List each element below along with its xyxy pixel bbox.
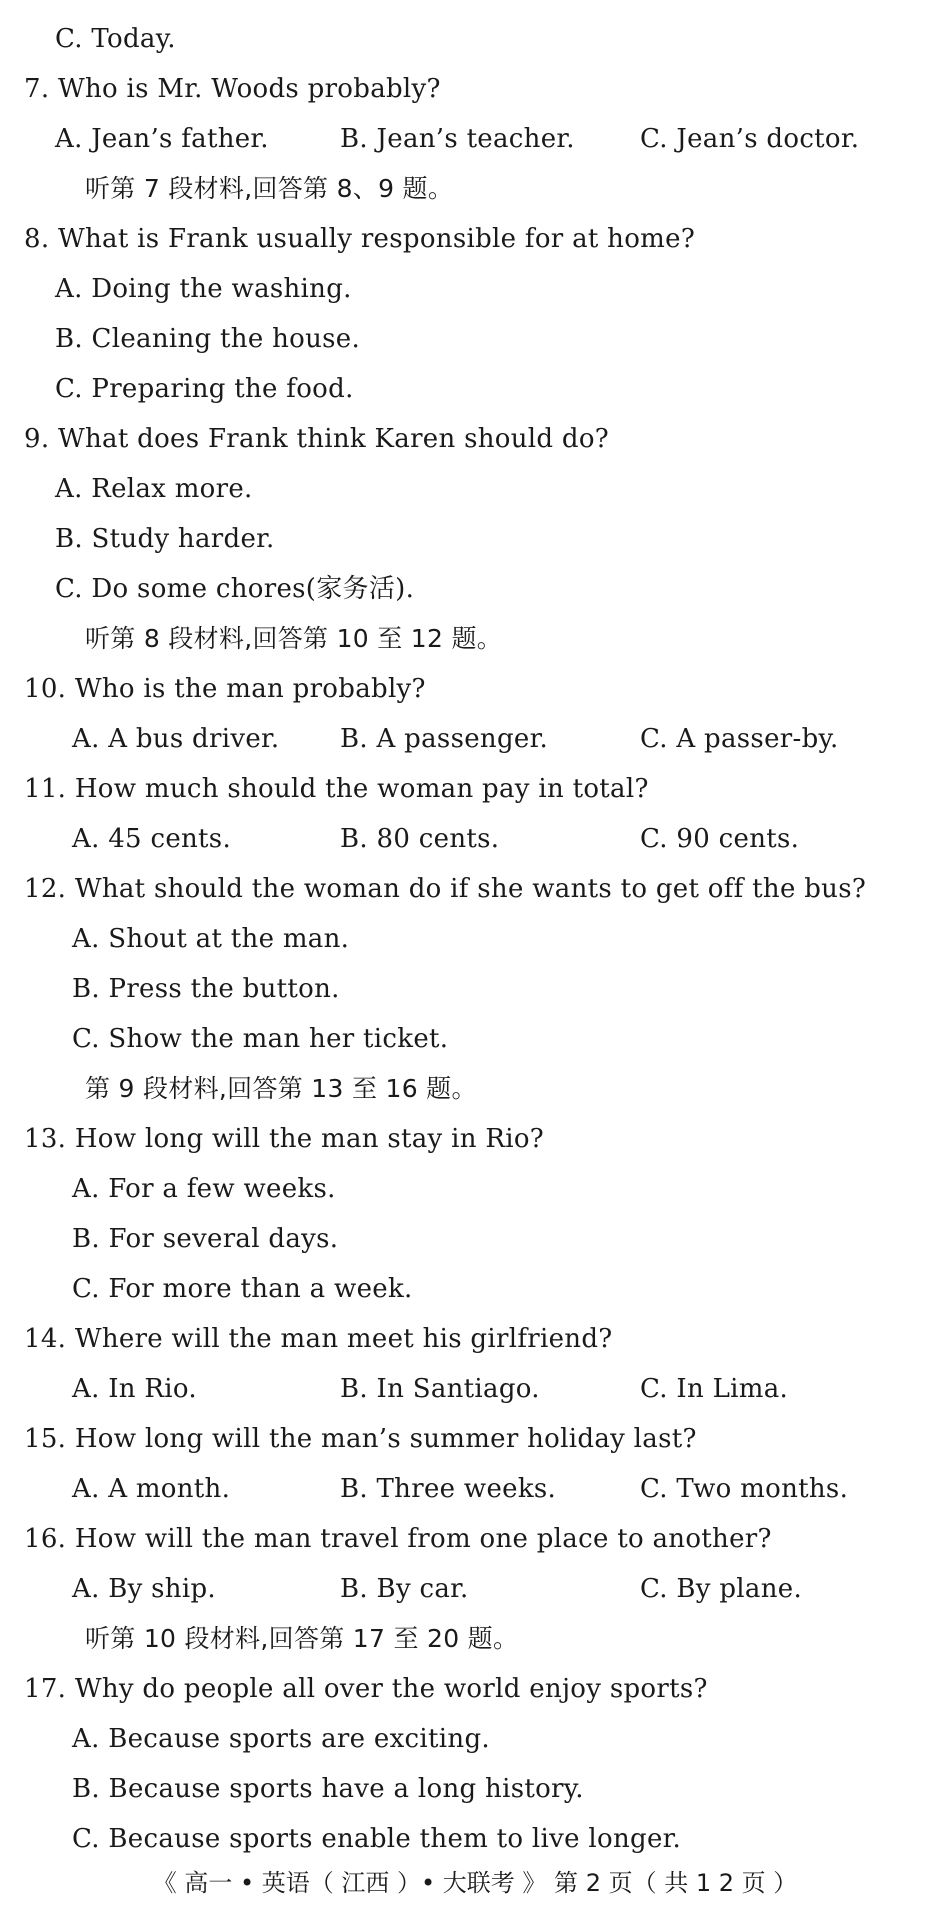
q7-option-a: A. Jean’s father. bbox=[55, 124, 269, 154]
q10-option-b: B. A passenger. bbox=[340, 724, 549, 754]
page-footer: 《 高一 • 英语（ 江西 ）• 大联考 》 第 2 页（ 共 1 2 页 ） bbox=[152, 1869, 798, 1897]
q15-question: 15. How long will the man’s summer holiday last? bbox=[24, 1424, 697, 1454]
q17-question: 17. Why do people all over the world enjoy sports? bbox=[24, 1674, 708, 1704]
q16-question: 16. How will the man travel from one place to another? bbox=[24, 1524, 772, 1554]
q8-option-c: C. Preparing the food. bbox=[55, 374, 354, 404]
q12-option-a: A. Shout at the man. bbox=[72, 924, 350, 954]
q14-option-a: A. In Rio. bbox=[72, 1374, 197, 1404]
q7-question: 7. Who is Mr. Woods probably? bbox=[24, 74, 441, 104]
q14-option-c: C. In Lima. bbox=[640, 1374, 789, 1404]
q11-question: 11. How much should the woman pay in total? bbox=[24, 774, 649, 804]
section-9-heading: 第 9 段材料,回答第 13 至 16 题。 bbox=[85, 1074, 477, 1103]
q9-option-b: B. Study harder. bbox=[55, 524, 275, 554]
q8-question: 8. What is Frank usually responsible for at home? bbox=[24, 224, 696, 254]
q10-option-a: A. A bus driver. bbox=[72, 724, 280, 754]
q12-option-c: C. Show the man her ticket. bbox=[72, 1024, 449, 1054]
q15-option-b: B. Three weeks. bbox=[340, 1474, 557, 1504]
q8-option-a: A. Doing the washing. bbox=[55, 274, 352, 304]
q7-option-c: C. Jean’s doctor. bbox=[640, 124, 860, 154]
q10-option-c: C. A passer-by. bbox=[640, 724, 839, 754]
q7-option-b: B. Jean’s teacher. bbox=[340, 124, 575, 154]
q14-option-b: B. In Santiago. bbox=[340, 1374, 540, 1404]
q14-question: 14. Where will the man meet his girlfriend? bbox=[24, 1324, 613, 1354]
q17-option-c: C. Because sports enable them to live longer. bbox=[72, 1824, 682, 1854]
q12-option-b: B. Press the button. bbox=[72, 974, 340, 1004]
q13-option-c: C. For more than a week. bbox=[72, 1274, 413, 1304]
q9-option-c: C. Do some chores(家务活). bbox=[55, 574, 415, 604]
q9-question: 9. What does Frank think Karen should do? bbox=[24, 424, 610, 454]
q10-question: 10. Who is the man probably? bbox=[24, 674, 426, 704]
q11-option-b: B. 80 cents. bbox=[340, 824, 500, 854]
q12-question: 12. What should the woman do if she wants to get off the bus? bbox=[24, 874, 867, 904]
q13-option-a: A. For a few weeks. bbox=[72, 1174, 336, 1204]
section-7-heading: 听第 7 段材料,回答第 8、9 题。 bbox=[85, 174, 454, 203]
q13-question: 13. How long will the man stay in Rio? bbox=[24, 1124, 545, 1154]
q13-option-b: B. For several days. bbox=[72, 1224, 339, 1254]
q9-option-a: A. Relax more. bbox=[55, 474, 253, 504]
q15-option-c: C. Two months. bbox=[640, 1474, 849, 1504]
q11-option-a: A. 45 cents. bbox=[72, 824, 232, 854]
q17-option-b: B. Because sports have a long history. bbox=[72, 1774, 584, 1804]
section-8-heading: 听第 8 段材料,回答第 10 至 12 题。 bbox=[85, 624, 503, 653]
q16-option-b: B. By car. bbox=[340, 1574, 469, 1604]
q16-option-c: C. By plane. bbox=[640, 1574, 803, 1604]
q6-option-c: C. Today. bbox=[55, 24, 176, 54]
q8-option-b: B. Cleaning the house. bbox=[55, 324, 361, 354]
section-10-heading: 听第 10 段材料,回答第 17 至 20 题。 bbox=[85, 1624, 519, 1653]
q16-option-a: A. By ship. bbox=[72, 1574, 216, 1604]
q17-option-a: A. Because sports are exciting. bbox=[72, 1724, 490, 1754]
q15-option-a: A. A month. bbox=[72, 1474, 231, 1504]
q11-option-c: C. 90 cents. bbox=[640, 824, 800, 854]
